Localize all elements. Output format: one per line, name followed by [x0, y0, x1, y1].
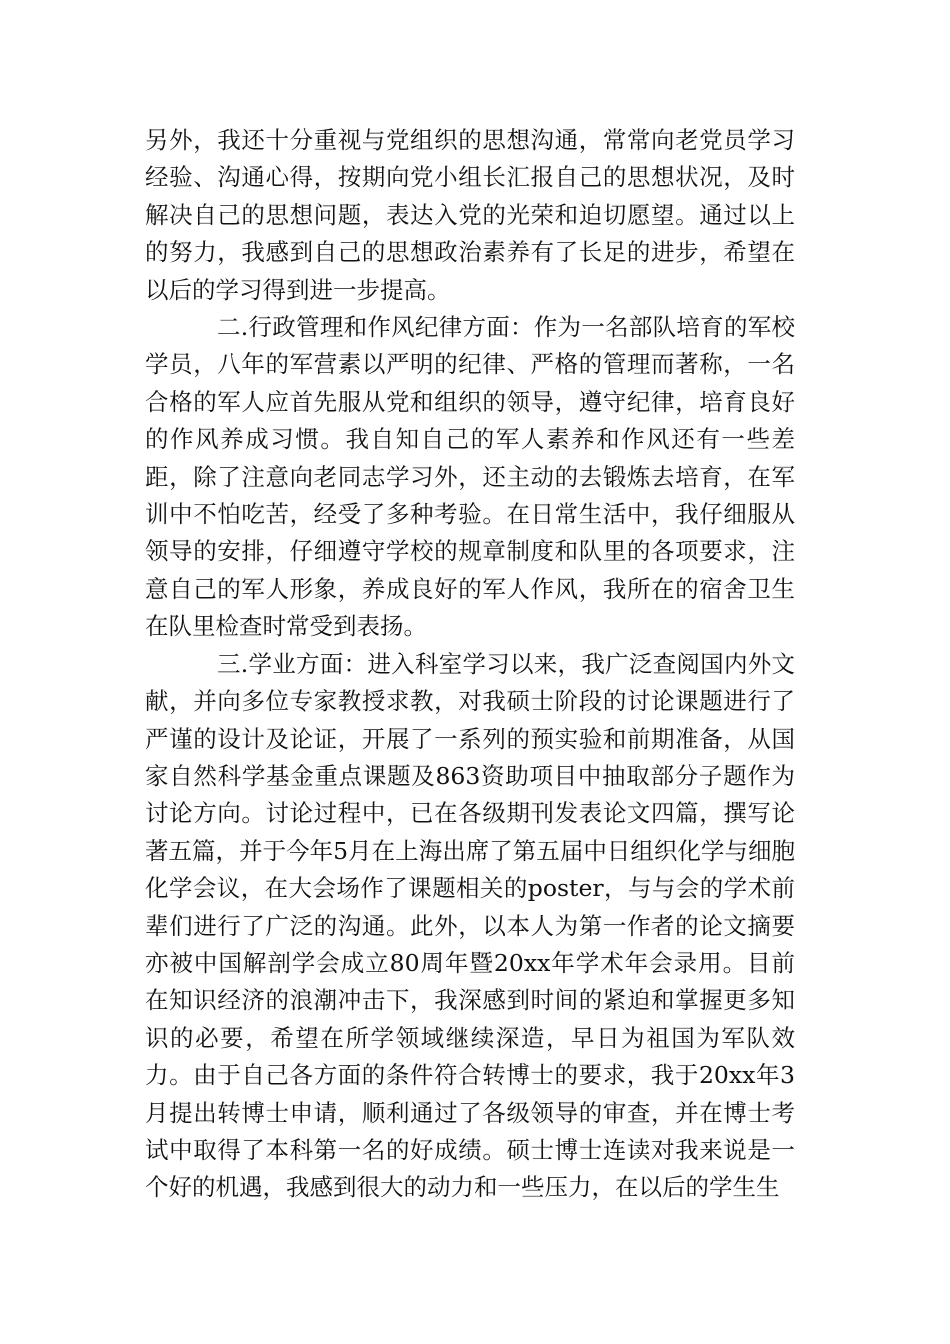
paragraph-thought-communication: 另外，我还十分重视与党组织的思想沟通，常常向老党员学习经验、沟通心得，按期向党小组长汇报自己的思想状况，及时解决自己的思想问题，表达入党的光荣和迫切愿望。通过以上的努力，我感到自己的思想政治素养有了长足的进步，希望在以后的学习得到进一步提高。: [145, 126, 795, 304]
document-body: [145, 122, 795, 1207]
paragraph-administration-discipline: 二.行政管理和作风纪律方面：作为一名部队培育的军校学员，八年的军营素以严明的纪律、严格的管理而著称，一名合格的军人应首先服从党和组织的领导，遵守纪律，培育良好的作风养成习惯。我自知自己的军人素养和作风还有一些差距，除了注意向老同志学习外，还主动的去锻炼去培育，在军训中不怕吃苦，经受了多种考验。在日常生活中，我仔细服从领导的安排，仔细遵守学校的规章制度和队里的各项要求，注意自己的军人形象，养成良好的军人作风，我所在的宿舍卫生在队里检查时常受到表扬。: [145, 313, 795, 641]
paragraph-academic-studies: 三.学业方面：进入科室学习以来，我广泛查阅国内外文献，并向多位专家教授求教，对我硕士阶段的讨论课题进行了严谨的设计及论证，开展了一系列的预实验和前期准备，从国家自然科学基金重点课题及863资助项目中抽取部分子题作为讨论方向。讨论过程中，已在各级期刊发表论文四篇，撰写论著五篇，并于今年5月在上海出席了第五届中日组织化学与细胞化学会议，在大会场作了课题相关的poster，与与会的学术前辈们进行了广泛的沟通。此外，以本人为第一作者的论文摘要亦被中国解剖学会成立80周年暨20xx年学术年会录用。目前在知识经济的浪潮冲击下，我深感到时间的紧迫和掌握更多知识的必要，希望在所学领域继续深造，早日为祖国为军队效力。由于自己各方面的条件符合转博士的要求，我于20xx年3月提出转博士申请，顺利通过了各级领导的审查，并在博士考试中取得了本科第一名的好成绩。硕士博士连读对我来说是一个好的机遇，我感到很大的动力和一些压力，在以后的学生生: [145, 649, 795, 1202]
